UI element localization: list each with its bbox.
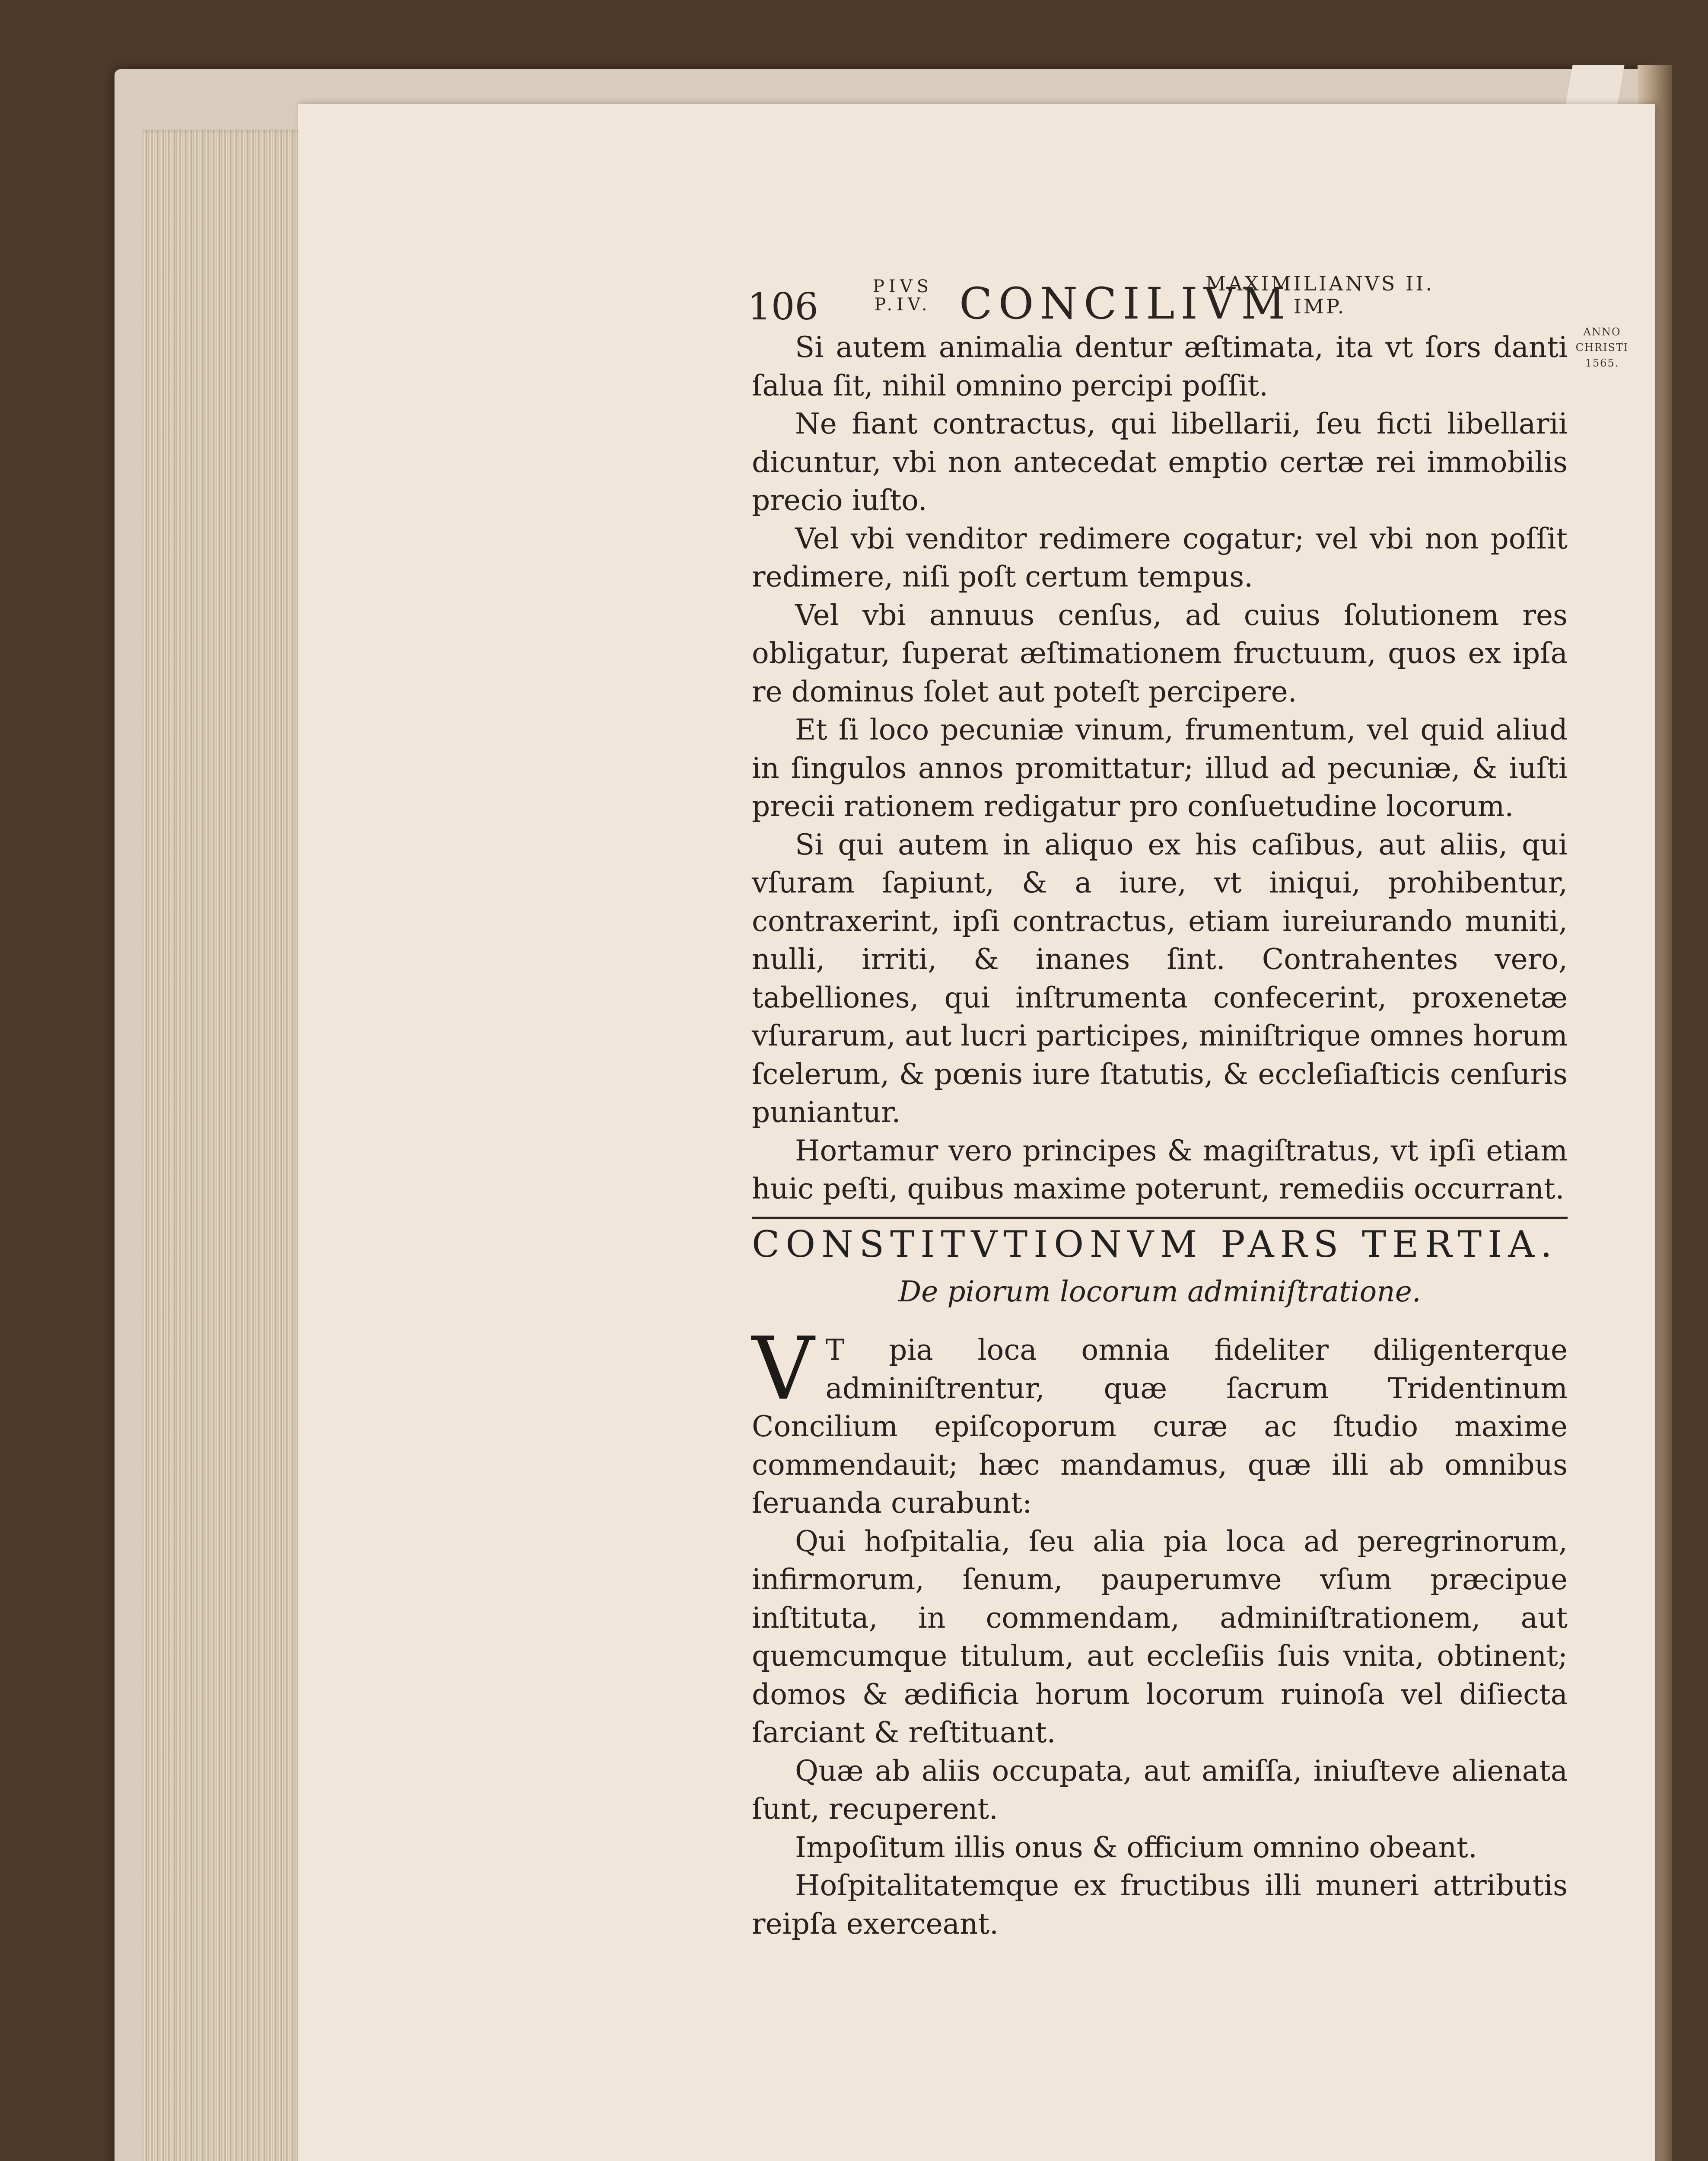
paragraph: Vel vbi annuus cenſus, ad cuius ſolutionem res obligatur, ſuperat æſtimationem fructuum, quos ex ipſa re dominus ſolet aut poteſt percipere.: [752, 598, 1568, 708]
pope-name: PIVS P.IV.: [873, 277, 933, 315]
emperor-name: MAXIMILIANVS II. IMP.: [1205, 272, 1434, 318]
paragraph-first: [752, 1319, 1568, 1523]
running-title: CONCILIVM: [959, 278, 1291, 329]
running-head: [747, 268, 1568, 333]
paragraph: Quæ ab aliis occupata, aut amiſſa, iniuſteve alienata ſunt, recuperent.: [752, 1754, 1568, 1826]
paragraph-first-text: T pia loca omnia fideliter diligenterque adminiſtrentur, quæ ſacrum Tridentinum Concilium epiſcoporum curæ ac ſtudio maxime commendauit; hæc mandamus, quæ illi ab omnibus ſeruanda curabunt:: [752, 1333, 1568, 1520]
section-subheading: De piorum locorum adminiſtratione.: [898, 1275, 1421, 1308]
margin-note-year: ANNO CHRISTI 1565.: [1575, 326, 1629, 369]
paragraph: Impoſitum illis onus & officium omnino obeant.: [795, 1830, 1477, 1864]
page-edges: [143, 130, 307, 2161]
paragraph: Ne fiant contractus, qui libellarii, ſeu ficti libellarii dicuntur, vbi non antecedat emptio certæ rei immobilis precio iuſto.: [752, 407, 1568, 517]
paragraph: Qui hoſpitalia, ſeu alia pia loca ad peregrinorum, infirmorum, ſenum, pauperumve vſum præcipue inſtituta, in commendam, adminiſtrationem, aut quemcumque titulum, aut eccleſiis ſuis vnita, obtinent; domos & ædificia horum locorum ruinoſa vel diſiecta ſarciant & reſtituant.: [752, 1524, 1568, 1749]
paragraph: Hoſpitalitatemque ex fructibus illi muneri attributis reipſa exerceant.: [752, 1869, 1568, 1941]
body-text-top: [752, 328, 1568, 1208]
paragraph: Si qui autem in aliquo ex his caſibus, aut aliis, qui vſuram ſapiunt, & a iure, vt iniqui, prohibentur, contraxerint, ipſi contractus, etiam iureiurando muniti, nulli, irriti, & inanes ſint. Contrahentes vero, tabelliones, qui inſtrumenta confecerint, proxenetæ vſurarum, aut lucri participes, miniſtrique omnes horum ſcelerum, & pœnis iure ſtatutis, & eccleſiaſticis cenſuris puniantur.: [752, 828, 1568, 1129]
paragraph: Hortamur vero principes & magiſtratus, vt ipſi etiam huic peſti, quibus maxime poterunt, remediis occurrant.: [752, 1134, 1568, 1205]
paragraph: Et ſi loco pecuniæ vinum, frumentum, vel quid aliud in ſingulos annos promittatur; illud ad pecuniæ, & iuſti precii rationem redigatur pro conſuetudine locorum.: [752, 713, 1568, 823]
drop-cap: V: [752, 1319, 814, 1419]
page-number: 106: [747, 285, 819, 328]
paragraph: Vel vbi venditor redimere cogatur; vel vbi non poſſit redimere, niſi poſt certum tempus.: [752, 522, 1568, 593]
section-divider: [752, 1217, 1568, 1219]
section-heading: CONSTITVTIONVM PARS TERTIA.: [752, 1223, 1558, 1265]
body-text-bottom: [752, 1319, 1568, 1943]
paragraph: Si autem animalia dentur æſtimata, ita vt ſors danti ſalua ſit, nihil omnino percipi poſſit.: [752, 331, 1568, 402]
